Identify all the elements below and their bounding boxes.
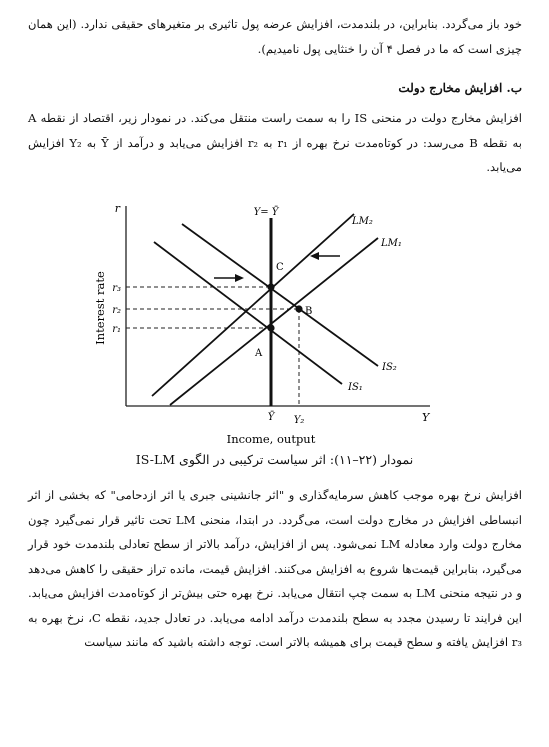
curve-label-is2: IS₂	[382, 362, 397, 373]
vertical-line-label: Y= Ȳ	[253, 207, 279, 218]
point-label-b: B	[305, 306, 313, 317]
paragraph-crowding-out: افزایش نرخ بهره موجب کاهش سرمایه‌گذاری و "اثر جانشینی جبری یا اثر ازدحامی" که بخشی از اثر انبساطی افزایش در مخارج دولت است، می‌گردد. در ابتدا، منحنی LM تحت تاثیر قرار نمی‌گیرد چون مخارج دولت وارد معادله LM نمی‌شود. پس از افزایش، درآمد بالاتر از سطح تعادلی بلندمدت خود قرار می‌گیرد، بنابراین قیمت‌ها شروع به افزایش می‌کنند. افزایش قیمت، مانده تراز حقیقی را کاهش می‌دهد و در نتیجه منحنی LM به سمت چپ انتقال می‌یابد. نرخ بهره حتی بیش‌تر از کوتاه‌مدت افزایش می‌یابد. این فرایند تا رسیدن مجدد به سطح بلندمدت درآمد ادامه می‌یابد. در تعادل جدید، نقطه C، نرخ بهره به r₃ افزایش یافته و سطح قیمت برای همیشه بالاتر است. توجه داشته باشید که مانند سیاست	[28, 488, 523, 649]
x-tick-y2: Y₂	[293, 415, 305, 426]
y-axis-label: r	[114, 202, 120, 215]
is2-curve	[182, 224, 378, 366]
point-c	[267, 283, 274, 290]
point-label-a: A	[255, 348, 263, 359]
shift-left-arrow	[310, 252, 340, 260]
paragraph-government-spending: افزایش مخارج دولت در منحنی IS را به سمت راست منتقل می‌کند. در نمودار زیر، اقتصاد از نقطه A به نقطه B می‌رسد: در کوتاه‌مدت نرخ بهره از r₁ به r₂ افزایش می‌یابد و درآمد از Ȳ به Y₂ افزایش می‌یابد.	[28, 111, 523, 174]
y-tick-r2: r₂	[112, 305, 121, 316]
is-lm-diagram	[90, 198, 450, 450]
curve-label-lm2: LM₂	[352, 216, 373, 227]
figure-caption: نمودار (۲۲–۱۱): اثر سیاست ترکیبی در الگوی IS-LM	[135, 452, 414, 467]
x-tick-ybar: Ȳ	[267, 412, 275, 423]
intro-paragraph: خود باز می‌گردد. بنابراین، در بلندمدت، افزایش عرضه پول تاثیری بر متغیرهای حقیقی ندارد. (این همان چیزی است که ما در فصل ۴ آن را خنثایی پول نامیدیم).	[28, 17, 522, 56]
x-axis-title: Income, output	[226, 432, 316, 446]
shift-right-arrow	[214, 274, 244, 282]
point-a	[267, 324, 274, 331]
section-heading: ب. افزایش مخارج دولت	[398, 81, 522, 95]
curve-label-is1: IS₁	[348, 382, 363, 393]
y-axis-title: Interest rate	[93, 271, 107, 345]
point-b	[295, 305, 302, 312]
lm1-curve	[170, 238, 378, 405]
x-axis-label: Y	[422, 411, 430, 424]
curve-label-lm1: LM₁	[381, 238, 402, 249]
is1-curve	[154, 242, 342, 384]
lm2-curve	[152, 214, 354, 396]
y-tick-r3: r₃	[112, 283, 121, 294]
point-label-c: C	[276, 262, 284, 273]
y-tick-r1: r₁	[112, 324, 121, 335]
